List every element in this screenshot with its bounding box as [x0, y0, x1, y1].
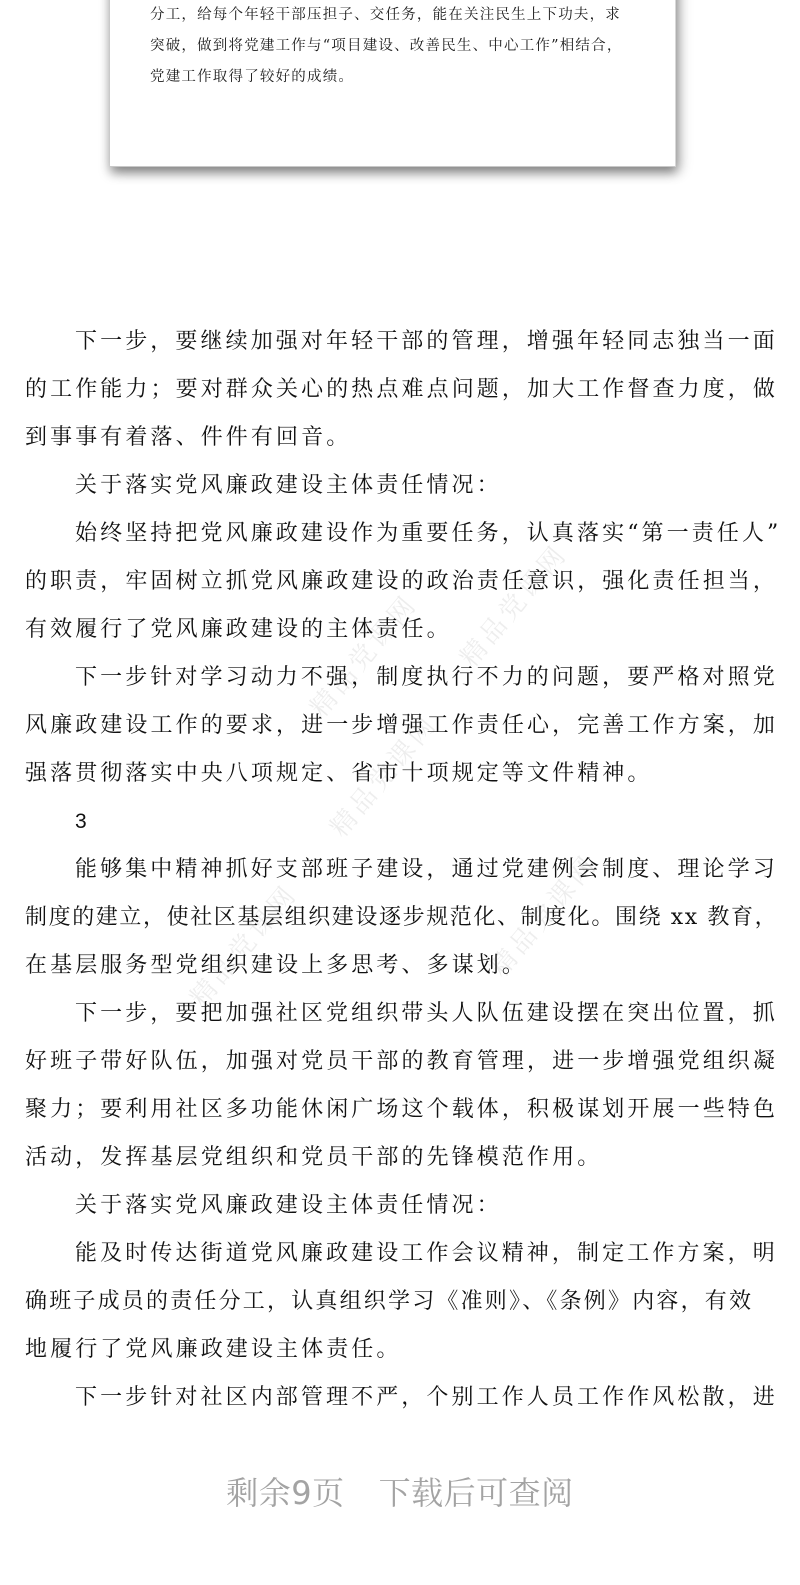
- paragraph-line: 活动，发挥基层党组织和党员干部的先锋模范作用。: [25, 1145, 603, 1170]
- watermark: 精品党课网: [184, 878, 305, 1014]
- paragraph-line: 到事事有着落、件件有回音。: [25, 425, 352, 450]
- watermark: 精品党课网: [324, 708, 445, 844]
- prev-page-line: 分工，给每个年轻干部压担子、交任务，能在关注民生上下功夫，求: [150, 7, 621, 23]
- watermark: 精品党课网: [454, 538, 575, 674]
- previous-page-preview: [110, 0, 676, 167]
- remaining-pages-label: 剩余9页: [226, 1474, 345, 1512]
- download-hint-label: 下载后可查阅: [378, 1474, 574, 1512]
- watermark: 精品党课网: [484, 848, 605, 984]
- paragraph-line: 能够集中精神抓好支部班子建设，通过党建例会制度、理论学习: [75, 857, 778, 882]
- paragraph-line: 风廉政建设工作的要求，进一步增强工作责任心，完善工作方案，加: [25, 713, 779, 738]
- section-heading: 关于落实党风廉政建设主体责任情况：: [75, 1193, 502, 1218]
- paragraph-line: 下一步，要继续加强对年轻干部的管理，增强年轻同志独当一面: [75, 329, 778, 354]
- paragraph-line: 始终坚持把党风廉政建设作为重要任务，认真落实“第一责任人”: [75, 521, 782, 546]
- paragraph-line: 在基层服务型党组织建设上多思考、多谋划。: [25, 953, 528, 978]
- paragraph-line: 地履行了党风廉政建设主体责任。: [25, 1337, 402, 1362]
- paragraph-line: 制度的建立，使社区基层组织建设逐步规范化、制度化。围绕 xx 教育，: [25, 905, 779, 930]
- paragraph-line: 下一步针对社区内部管理不严，个别工作人员工作作风松散，进: [75, 1385, 778, 1410]
- paragraph-line: 确班子成员的责任分工，认真组织学习《准则》、《条例》内容，有效: [25, 1289, 754, 1314]
- paragraph-line: 聚力；要利用社区多功能休闲广场这个载体，积极谋划开展一些特色: [25, 1097, 779, 1122]
- paragraph-line: 的工作能力；要对群众关心的热点难点问题，加大工作督查力度，做: [25, 377, 779, 402]
- paragraph-line: 能及时传达街道党风廉政建设工作会议精神，制定工作方案，明: [75, 1241, 778, 1266]
- paragraph-line: 有效履行了党风廉政建设的主体责任。: [25, 617, 452, 642]
- watermark: 精品党课网: [304, 588, 425, 724]
- prev-page-line: 党建工作取得了较好的成绩。: [150, 69, 355, 85]
- section-number: 3: [75, 810, 87, 833]
- paragraph-line: 好班子带好队伍，加强对党员干部的教育管理，进一步增强党组织凝: [25, 1049, 779, 1074]
- download-to-read-more-button[interactable]: [0, 1468, 800, 1514]
- paragraph-line: 强落贯彻落实中央八项规定、省市十项规定等文件精神。: [25, 761, 653, 786]
- paragraph-line: 下一步，要把加强社区党组织带头人队伍建设摆在突出位置，抓: [75, 1001, 778, 1026]
- paragraph-line: 下一步针对学习动力不强，制度执行不力的问题，要严格对照党: [75, 665, 778, 690]
- section-heading: 关于落实党风廉政建设主体责任情况：: [75, 473, 502, 498]
- paragraph-line: 的职责，牢固树立抓党风廉政建设的政治责任意识，强化责任担当，: [25, 569, 779, 594]
- prev-page-line: 突破，做到将党建工作与“项目建设、改善民生、中心工作”相结合，: [150, 38, 623, 54]
